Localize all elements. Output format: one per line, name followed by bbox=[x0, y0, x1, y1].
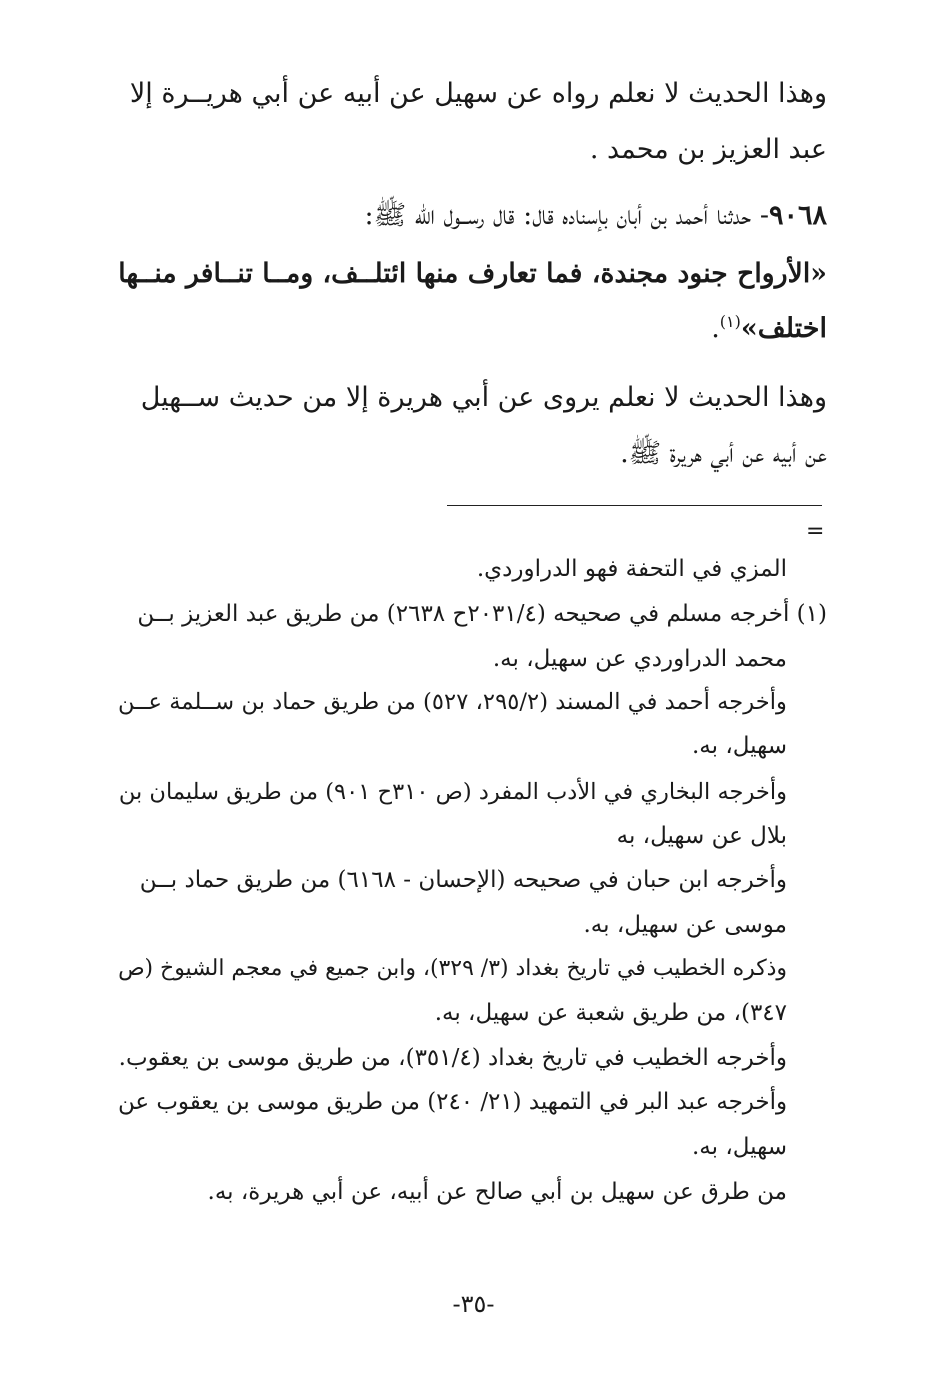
footnote-line: (١) أخرجه مسلم في صحيحه (٢٠٣١/٤ح ٢٦٣٨) من طريق عبد العزيز بــن bbox=[137, 601, 827, 627]
hadith-intro: - حدثنا أحمد بن أبان بإسناده قال: قال رســول الله ﷺ: bbox=[364, 200, 769, 231]
footnote-line: وأخرجه ابن حبان في صحيحه (الإحسان - ٦١٦٨) من طريق حماد بــن bbox=[139, 867, 787, 893]
footnote-line: بلال عن سهيل، به bbox=[616, 823, 787, 849]
footnote-line: محمد الدراوردي عن سهيل، به. bbox=[492, 646, 787, 672]
footnote-line: وذكره الخطيب في تاريخ بغداد (٣/ ٣٢٩)، وابن جميع في معجم الشيوخ (ص bbox=[118, 956, 787, 981]
hadith-text-line: «الأرواح جنود مجندة، فما تعارف منها ائتلــف، ومــا تنــافر منــها bbox=[118, 258, 827, 289]
hadith-heading bbox=[364, 198, 827, 238]
body-line: عن أبيه عن أبي هريرة ﷺ. bbox=[620, 438, 827, 469]
footnote-line: من طرق عن سهيل بن أبي صالح عن أبيه، عن أبي هريرة، به. bbox=[207, 1179, 787, 1205]
footnote-line: وأخرجه أحمد في المسند (٢٩٥/٢، ٥٢٧) من طريق حماد بن ســلمة عــن bbox=[118, 689, 787, 715]
footnote-line: ٣٤٧)، من طريق شعبة عن سهيل، به. bbox=[434, 1000, 787, 1026]
hadith-text-line: اختلف» bbox=[740, 313, 827, 344]
hadith-text-end bbox=[711, 312, 827, 344]
page-number: -٣٥- bbox=[452, 1290, 495, 1318]
hadith-number: ٩٠٦٨ bbox=[768, 200, 827, 231]
footnote-continuation-mark: = bbox=[806, 519, 825, 544]
footnote-line: وأخرجه عبد البر في التمهيد (٢١/ ٢٤٠) من طريق موسى بن يعقوب عن bbox=[117, 1089, 787, 1115]
footnote-line: سهيل، به. bbox=[691, 1134, 787, 1160]
body-line: عبد العزيز بن محمد . bbox=[589, 134, 827, 165]
hadith-end-mark: . bbox=[711, 313, 720, 344]
footnote-line: وأخرجه البخاري في الأدب المفرد (ص ٣١٠ح ٩٠١) من طريق سليمان بن bbox=[118, 779, 787, 805]
body-line: وهذا الحديث لا نعلم يروى عن أبي هريرة إلا من حديث ســهيل bbox=[140, 382, 827, 413]
body-line: وهذا الحديث لا نعلم رواه عن سهيل عن أبيه عن أبي هريــرة إلا bbox=[129, 78, 827, 109]
footnote-line: وأخرجه الخطيب في تاريخ بغداد (٣٥١/٤)، من طريق موسى بن يعقوب. bbox=[118, 1045, 787, 1071]
footnote-ref: (١) bbox=[719, 312, 741, 331]
footnote-line: المزي في التحفة فهو الدراوردي. bbox=[476, 556, 787, 582]
footnote-line: سهيل، به. bbox=[691, 733, 787, 759]
footnote-separator bbox=[447, 505, 822, 506]
footnote-line: موسى عن سهيل، به. bbox=[583, 912, 787, 938]
